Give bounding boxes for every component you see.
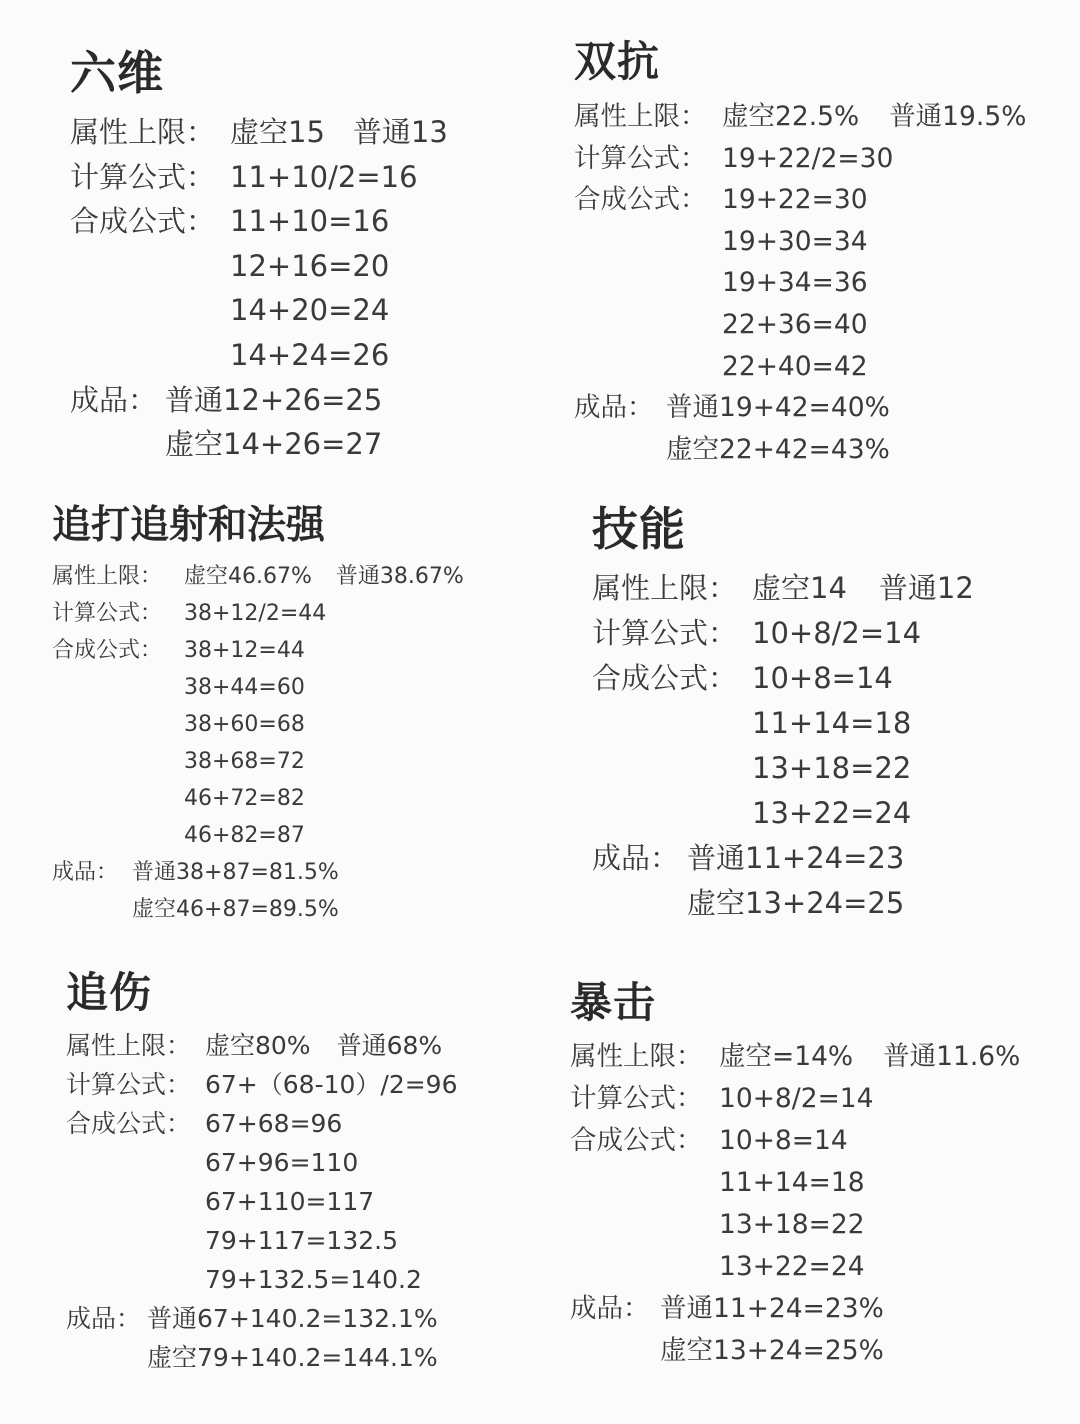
synth-formula-step: 19+22=30 — [722, 184, 868, 216]
synth-formula-step: 46+82=87 — [184, 823, 305, 848]
synth-formula-row — [570, 1246, 1020, 1288]
synth-formula-step: 22+40=42 — [722, 350, 868, 382]
synth-formula-step: 13+18=22 — [752, 751, 912, 785]
limit-normal-value: 普通19.5% — [889, 101, 1027, 132]
synth-formula-row — [592, 701, 974, 746]
synth-formula-step: 67+96=110 — [205, 1148, 359, 1177]
calc-formula-label: 计算公式： — [570, 1083, 703, 1114]
calc-formula-value: 10+8/2=14 — [752, 616, 922, 650]
synth-formula-row — [52, 743, 464, 780]
synth-formula-row — [66, 1260, 458, 1299]
product-void-row — [70, 422, 448, 467]
attribute-limit-label: 属性上限： — [52, 564, 163, 589]
synth-formula-step: 67+110=117 — [205, 1187, 375, 1216]
limit-normal-value: 普通11.6% — [883, 1041, 1021, 1072]
calc-formula-label: 计算公式： — [52, 601, 163, 626]
product-void-label: 虚空 — [147, 1343, 198, 1372]
calc-formula-value: 38+12/2=44 — [184, 601, 327, 626]
limit-normal-value: 普通38.67% — [335, 564, 464, 589]
synth-formula-step: 38+12=44 — [184, 638, 305, 663]
synth-formula-row — [66, 1182, 458, 1221]
synth-formula-step: 38+44=60 — [184, 675, 305, 700]
product-normal-value: 11+24=23 — [745, 841, 905, 875]
synth-formula-label: 合成公式： — [66, 1109, 192, 1138]
product-normal-row — [574, 387, 1026, 429]
product-normal-row — [592, 836, 974, 881]
synth-formula-row — [70, 333, 448, 378]
synth-formula-row — [52, 632, 464, 669]
attribute-limit-row — [70, 110, 448, 155]
product-void-value: 79+140.2=144.1% — [197, 1343, 438, 1372]
product-normal-label: 普通 — [147, 1304, 198, 1333]
product-void-row — [570, 1330, 1020, 1372]
product-normal-value: 19+42=40% — [719, 392, 890, 424]
limit-void-value: 虚空=14% — [719, 1041, 854, 1072]
calc-formula-row — [592, 611, 974, 656]
section-title: 双抗 — [574, 37, 661, 86]
attribute-limit-row — [570, 1036, 1020, 1078]
product-void-value: 46+87=89.5% — [176, 897, 339, 922]
product-normal-value: 12+26=25 — [223, 382, 383, 417]
synth-formula-step: 10+8=14 — [719, 1125, 848, 1156]
product-normal-label: 普通 — [165, 382, 224, 417]
limit-void-value: 虚空14 — [752, 571, 847, 605]
product-normal-value: 11+24=23% — [713, 1293, 884, 1324]
section-shuangkang — [574, 32, 1026, 470]
product-label: 成品： — [592, 841, 680, 875]
product-label: 成品： — [570, 1293, 650, 1324]
product-normal-value: 67+140.2=132.1% — [197, 1304, 438, 1333]
attribute-limit-label: 属性上限： — [592, 571, 738, 605]
section-title: 追打追射和法强 — [52, 503, 326, 548]
synth-formula-step: 14+20=24 — [230, 293, 390, 328]
attribute-limit-row — [592, 566, 974, 611]
attribute-limit-row — [52, 558, 464, 595]
synth-formula-row — [52, 669, 464, 706]
synth-formula-step: 79+132.5=140.2 — [205, 1265, 422, 1294]
limit-void-value: 虚空15 — [230, 115, 325, 149]
limit-normal-value: 普通12 — [878, 571, 974, 605]
synth-formula-row — [592, 656, 974, 701]
attribute-limit-label: 属性上限： — [70, 115, 216, 149]
synth-formula-step: 46+72=82 — [184, 786, 305, 811]
synth-formula-label: 合成公式： — [574, 184, 707, 216]
section-zhuida — [52, 496, 464, 928]
synth-formula-row — [52, 706, 464, 743]
synth-formula-row — [70, 199, 448, 244]
limit-normal-value: 普通68% — [336, 1031, 443, 1060]
product-normal-row — [570, 1288, 1020, 1330]
section-title: 技能 — [592, 502, 686, 556]
synth-formula-step: 11+14=18 — [752, 706, 912, 740]
synth-formula-row — [574, 262, 1026, 304]
section-title: 六维 — [70, 46, 164, 100]
synth-formula-step: 38+60=68 — [184, 712, 305, 737]
product-void-label: 虚空 — [132, 897, 177, 922]
calc-formula-row — [66, 1065, 458, 1104]
product-label: 成品： — [70, 382, 158, 417]
synth-formula-row — [66, 1221, 458, 1260]
calc-formula-value: 19+22/2=30 — [722, 142, 894, 174]
synth-formula-row — [592, 746, 974, 791]
synth-formula-step: 67+68=96 — [205, 1109, 343, 1138]
synth-formula-step: 79+117=132.5 — [205, 1226, 398, 1255]
product-normal-label: 普通 — [132, 860, 177, 885]
synth-formula-step: 38+68=72 — [184, 749, 305, 774]
synth-formula-row — [592, 791, 974, 836]
calc-formula-label: 计算公式： — [66, 1070, 192, 1099]
product-void-value: 13+24=25 — [745, 886, 905, 920]
synth-formula-row — [574, 346, 1026, 388]
synth-formula-row — [52, 817, 464, 854]
synth-formula-row — [570, 1120, 1020, 1162]
calc-formula-row — [574, 138, 1026, 180]
synth-formula-step: 12+16=20 — [230, 248, 390, 283]
product-void-value: 13+24=25% — [713, 1335, 884, 1366]
synth-formula-row — [570, 1162, 1020, 1204]
synth-formula-row — [70, 288, 448, 333]
limit-void-value: 虚空46.67% — [184, 564, 312, 589]
calc-formula-label: 计算公式： — [574, 142, 707, 174]
product-void-label: 虚空 — [660, 1335, 713, 1366]
synth-formula-label: 合成公式： — [570, 1125, 703, 1156]
product-void-row — [66, 1338, 458, 1377]
synth-formula-step: 11+10=16 — [230, 204, 390, 239]
synth-formula-row — [574, 304, 1026, 346]
product-void-row — [574, 429, 1026, 471]
synth-formula-step: 10+8=14 — [752, 661, 893, 695]
synth-formula-step: 13+18=22 — [719, 1209, 865, 1240]
calc-formula-row — [70, 155, 448, 200]
product-void-label: 虚空 — [666, 433, 719, 465]
product-normal-label: 普通 — [666, 392, 719, 424]
synth-formula-row — [66, 1143, 458, 1182]
product-normal-row — [66, 1299, 458, 1338]
synth-formula-row — [570, 1204, 1020, 1246]
product-label: 成品： — [52, 860, 119, 885]
product-void-label: 虚空 — [165, 427, 224, 462]
section-zhuishang — [66, 962, 458, 1377]
section-title: 暴击 — [570, 978, 657, 1027]
synth-formula-row — [70, 244, 448, 289]
synth-formula-row — [52, 780, 464, 817]
product-label: 成品： — [574, 392, 654, 424]
product-normal-value: 38+87=81.5% — [176, 860, 339, 885]
section-jineng — [592, 496, 974, 926]
synth-formula-step: 22+36=40 — [722, 308, 868, 340]
section-baoji — [570, 972, 1020, 1372]
attribute-limit-row — [66, 1026, 458, 1065]
attribute-limit-label: 属性上限： — [570, 1041, 703, 1072]
calc-formula-label: 计算公式： — [592, 616, 738, 650]
product-normal-row — [70, 378, 448, 423]
product-void-value: 22+42=43% — [719, 433, 890, 465]
product-label: 成品： — [66, 1304, 142, 1333]
synth-formula-step: 11+14=18 — [719, 1167, 865, 1198]
product-normal-label: 普通 — [687, 841, 746, 875]
product-void-row — [592, 881, 974, 926]
calc-formula-value: 10+8/2=14 — [719, 1083, 874, 1114]
synth-formula-step: 19+34=36 — [722, 267, 868, 299]
synth-formula-step: 19+30=34 — [722, 225, 868, 257]
product-normal-label: 普通 — [660, 1293, 713, 1324]
calc-formula-value: 67+（68-10）/2=96 — [205, 1070, 458, 1099]
product-normal-row — [52, 854, 464, 891]
synth-formula-row — [574, 221, 1026, 263]
synth-formula-step: 14+24=26 — [230, 337, 390, 372]
calc-formula-value: 11+10/2=16 — [230, 159, 418, 194]
synth-formula-label: 合成公式： — [592, 661, 738, 695]
synth-formula-row — [66, 1104, 458, 1143]
attribute-limit-label: 属性上限： — [574, 101, 707, 132]
calc-formula-row — [52, 595, 464, 632]
limit-void-value: 虚空80% — [205, 1031, 311, 1060]
synth-formula-step: 13+22=24 — [752, 796, 912, 830]
product-void-row — [52, 891, 464, 928]
synth-formula-row — [574, 179, 1026, 221]
synth-formula-step: 13+22=24 — [719, 1251, 865, 1282]
calc-formula-label: 计算公式： — [70, 159, 216, 194]
synth-formula-label: 合成公式： — [70, 204, 216, 239]
section-title: 追伤 — [66, 968, 153, 1017]
synth-formula-label: 合成公式： — [52, 638, 163, 663]
calc-formula-row — [570, 1078, 1020, 1120]
product-void-value: 14+26=27 — [223, 427, 383, 462]
attribute-limit-row — [574, 96, 1026, 138]
limit-void-value: 虚空22.5% — [722, 101, 860, 132]
limit-normal-value: 普通13 — [352, 115, 448, 149]
product-void-label: 虚空 — [687, 886, 746, 920]
section-liuwei — [70, 40, 448, 467]
attribute-limit-label: 属性上限： — [66, 1031, 192, 1060]
